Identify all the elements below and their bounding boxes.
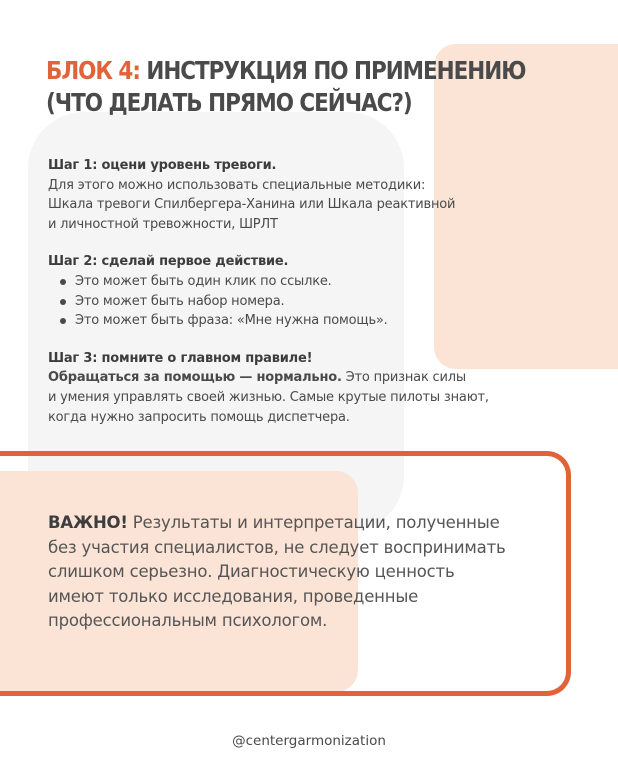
step-3-heading: Шаг 3: помните о главном правиле!	[48, 350, 313, 366]
step-2-list	[48, 272, 568, 331]
step-3-text-line: и умения управлять своей жизнью. Самые крутые пилоты знают,	[48, 389, 489, 405]
list-item: Это может быть фраза: «Мне нужна помощь».	[60, 311, 568, 331]
step-3-text-line: когда нужно запросить помощь диспетчера.	[48, 409, 350, 425]
step-1-text-line: Шкала тревоги Спилбергера-Ханина или Шкала реактивной	[48, 197, 456, 213]
list-item: Это может быть набор номера.	[60, 292, 568, 312]
important-line: профессиональным психологом.	[48, 611, 328, 631]
step-1	[48, 156, 568, 234]
step-2	[48, 252, 568, 330]
title-line-1: ИНСТРУКЦИЯ ПО ПРИМЕНЕНИЮ	[146, 56, 526, 85]
important-line	[48, 511, 548, 536]
step-3-bold-lead: Обращаться за помощью — нормально.	[48, 370, 342, 386]
important-line-1-rest: Результаты и интерпретации, полученные	[127, 513, 500, 532]
footer-handle: @centergarmonization	[232, 733, 386, 749]
step-3	[48, 349, 568, 427]
step-3-line-1-rest: Это признак силы	[341, 370, 466, 386]
title-line-2: (ЧТО ДЕЛАТЬ ПРЯМО СЕЙЧАС?)	[46, 88, 412, 117]
page-title	[46, 55, 526, 119]
title-accent: БЛОК 4:	[46, 56, 140, 85]
step-3-text-line	[48, 368, 568, 388]
important-line: слишком серьезно. Диагностическую ценность	[48, 562, 455, 582]
step-1-text-line: и личностной тревожности, ШРЛТ	[48, 216, 278, 232]
step-1-text-line: Для этого можно использовать специальные методики:	[48, 177, 426, 193]
important-line: без участия специалистов, не следует воспринимать	[48, 537, 506, 557]
important-note	[48, 511, 548, 634]
list-item: Это может быть один клик по ссылке.	[60, 272, 568, 292]
steps-section	[48, 156, 568, 445]
step-1-heading: Шаг 1: оцени уровень тревоги.	[48, 158, 277, 173]
step-2-heading: Шаг 2: сделай первое действие.	[48, 254, 289, 270]
important-label: ВАЖНО!	[48, 513, 128, 532]
important-line: имеют только исследования, проведенные	[48, 586, 419, 606]
